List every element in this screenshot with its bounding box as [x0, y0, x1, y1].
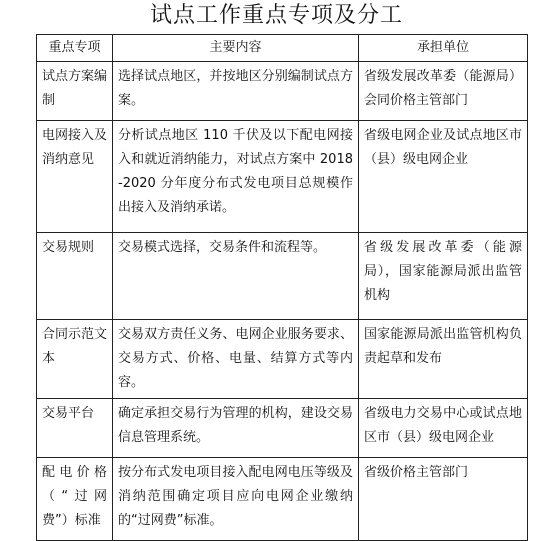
table-row — [37, 121, 528, 233]
table-row — [37, 233, 528, 320]
table-row — [37, 62, 528, 121]
cell-unit: 省级电网企业及试点地区市（县）级电网企业 — [359, 121, 528, 233]
cell-item: 合同示范文本 — [37, 320, 113, 399]
table-row — [37, 458, 528, 541]
cell-content: 交易双方责任义务、电网企业服务要求、交易方式、价格、电量、结算方式等内容。 — [113, 320, 359, 399]
table-row — [37, 320, 528, 399]
cell-item: 试点方案编制 — [37, 62, 113, 121]
cell-content: 选择试点地区，并按地区分别编制试点方案。 — [113, 62, 359, 121]
table-header-row — [37, 35, 528, 62]
cell-unit: 省级发展改革委（能源局），国家能源局派出监管机构 — [359, 233, 528, 320]
cell-item: 电网接入及消纳意见 — [37, 121, 113, 233]
cell-item: 配电价格（“过网费”）标准 — [37, 458, 113, 541]
page-title: 试点工作重点专项及分工 — [149, 3, 403, 28]
cell-item: 交易规则 — [37, 233, 113, 320]
cell-content: 交易模式选择，交易条件和流程等。 — [113, 233, 359, 320]
cell-unit: 省级发展改革委（能源局）会同价格主管部门 — [359, 62, 528, 121]
header-unit: 承担单位 — [359, 35, 528, 62]
cell-content: 确定承担交易行为管理的机构，建设交易信息管理系统。 — [113, 399, 359, 458]
header-item: 重点专项 — [37, 35, 113, 62]
header-content: 主要内容 — [113, 35, 359, 62]
task-division-table — [36, 34, 528, 541]
cell-content: 按分布式发电项目接入配电网电压等级及消纳范围确定项目应向电网企业缴纳的“过网费”标准。 — [113, 458, 359, 541]
cell-unit: 国家能源局派出监管机构负责起草和发布 — [359, 320, 528, 399]
table-row — [37, 399, 528, 458]
cell-content: 分析试点地区 110 千伏及以下配电网接入和就近消纳能力，对试点方案中 2018-2020 分年度分布式发电项目总规模作出接入及消纳承诺。 — [113, 121, 359, 233]
cell-item: 交易平台 — [37, 399, 113, 458]
cell-unit: 省级价格主管部门 — [359, 458, 528, 541]
cell-unit: 省级电力交易中心或试点地区市（县）级电网企业 — [359, 399, 528, 458]
